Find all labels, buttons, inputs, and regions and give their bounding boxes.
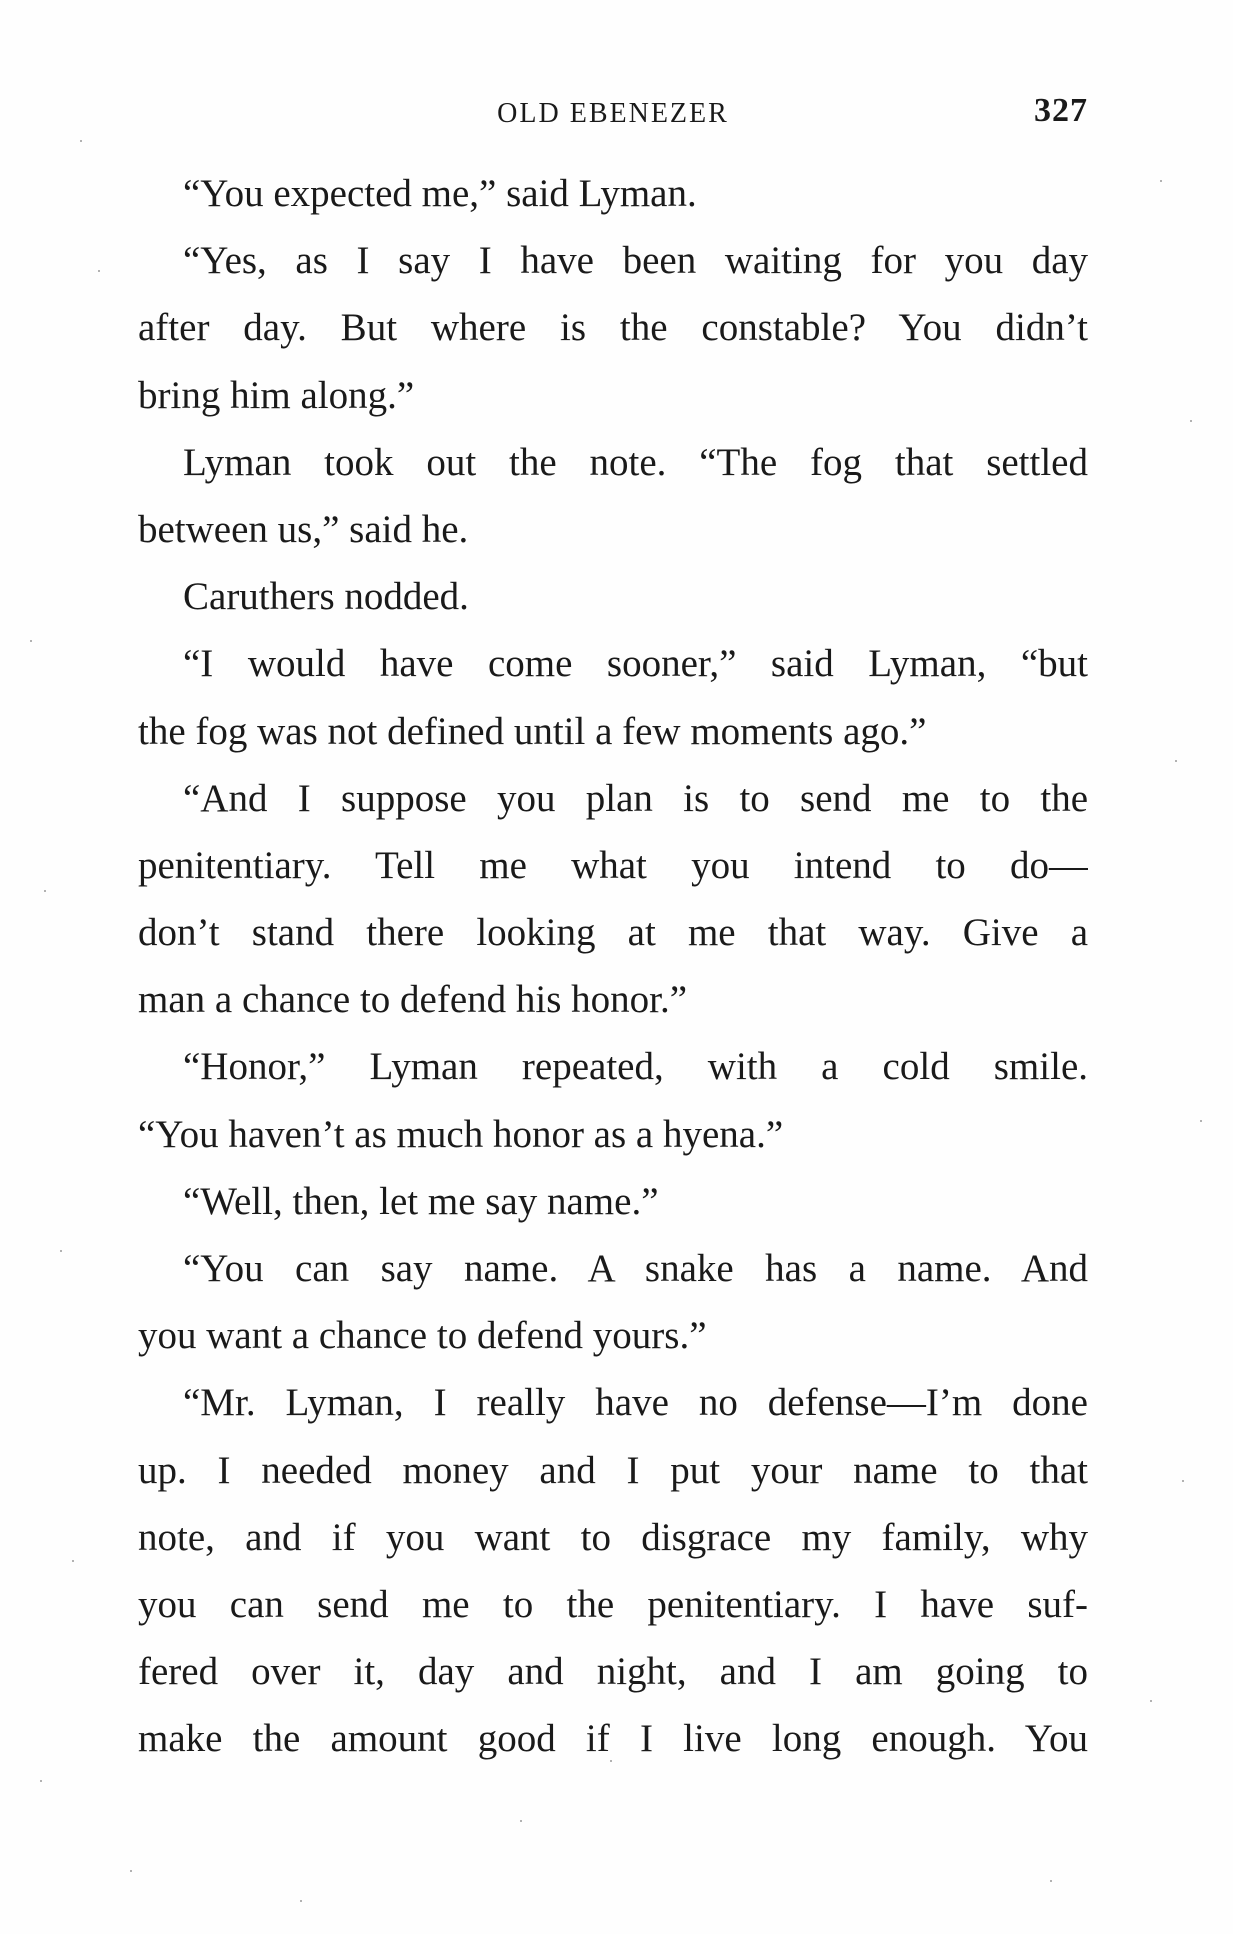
paper-speck	[1175, 760, 1177, 762]
text-line: man a chance to defend his honor.”	[138, 978, 688, 1022]
body-text	[138, 160, 1088, 1773]
paper-speck	[60, 1250, 62, 1252]
text-line: “And I suppose you plan is to send me to the	[183, 776, 1088, 820]
text-line: penitentiary. Tell me what you intend to do—	[138, 843, 1088, 887]
running-title: OLD EBENEZER	[497, 98, 729, 129]
text-line: note, and if you want to disgrace my family, why	[138, 1515, 1088, 1559]
paper-speck	[40, 1780, 42, 1782]
paper-speck	[1182, 1480, 1184, 1482]
text-line: “Well, then, let me say name.”	[183, 1179, 659, 1223]
text-line: “Mr. Lyman, I really have no defense—I’m done	[183, 1381, 1088, 1425]
paper-speck	[30, 640, 32, 642]
text-line: up. I needed money and I put your name to that	[138, 1448, 1088, 1492]
text-line: fered over it, day and night, and I am going to	[138, 1650, 1088, 1694]
text-line: bring him along.”	[138, 373, 415, 417]
text-line: you want a chance to defend yours.”	[138, 1314, 707, 1358]
paper-speck	[72, 1560, 74, 1562]
paper-speck	[1050, 1880, 1052, 1882]
text-line: the fog was not defined until a few moments ago.”	[138, 709, 927, 753]
paper-speck	[300, 1900, 302, 1902]
paper-speck	[610, 1760, 612, 1762]
text-line: Lyman took out the note. “The fog that settled	[183, 440, 1088, 484]
page-number: 327	[1034, 92, 1088, 129]
text-line: after day. But where is the constable? You didn’t	[138, 306, 1088, 350]
text-line: “You expected me,” said Lyman.	[183, 172, 697, 215]
paper-speck	[44, 890, 46, 892]
text-line: don’t stand there looking at me that way. Give a	[138, 911, 1088, 955]
text-line: “I would have come sooner,” said Lyman, “but	[183, 642, 1088, 686]
text-line: make the amount good if I live long enough. You	[138, 1717, 1088, 1761]
paper-speck	[80, 140, 82, 142]
paper-speck	[520, 1820, 522, 1822]
paper-speck	[1200, 1120, 1202, 1122]
paper-speck	[1190, 420, 1192, 422]
text-line: “You haven’t as much honor as a hyena.”	[138, 1112, 784, 1156]
running-head	[138, 92, 1088, 132]
paper-speck	[1150, 1700, 1152, 1702]
paper-speck	[98, 270, 100, 272]
text-line: you can send me to the penitentiary. I have suf-	[138, 1582, 1088, 1626]
text-line: Caruthers nodded.	[183, 575, 469, 619]
text-line: “Honor,” Lyman repeated, with a cold smile.	[183, 1045, 1088, 1089]
paper-speck	[130, 1870, 132, 1872]
text-line: “You can say name. A snake has a name. And	[183, 1247, 1088, 1290]
text-line: between us,” said he.	[138, 507, 469, 551]
text-line: “Yes, as I say I have been waiting for you day	[183, 239, 1088, 283]
paper-speck	[1160, 180, 1162, 182]
